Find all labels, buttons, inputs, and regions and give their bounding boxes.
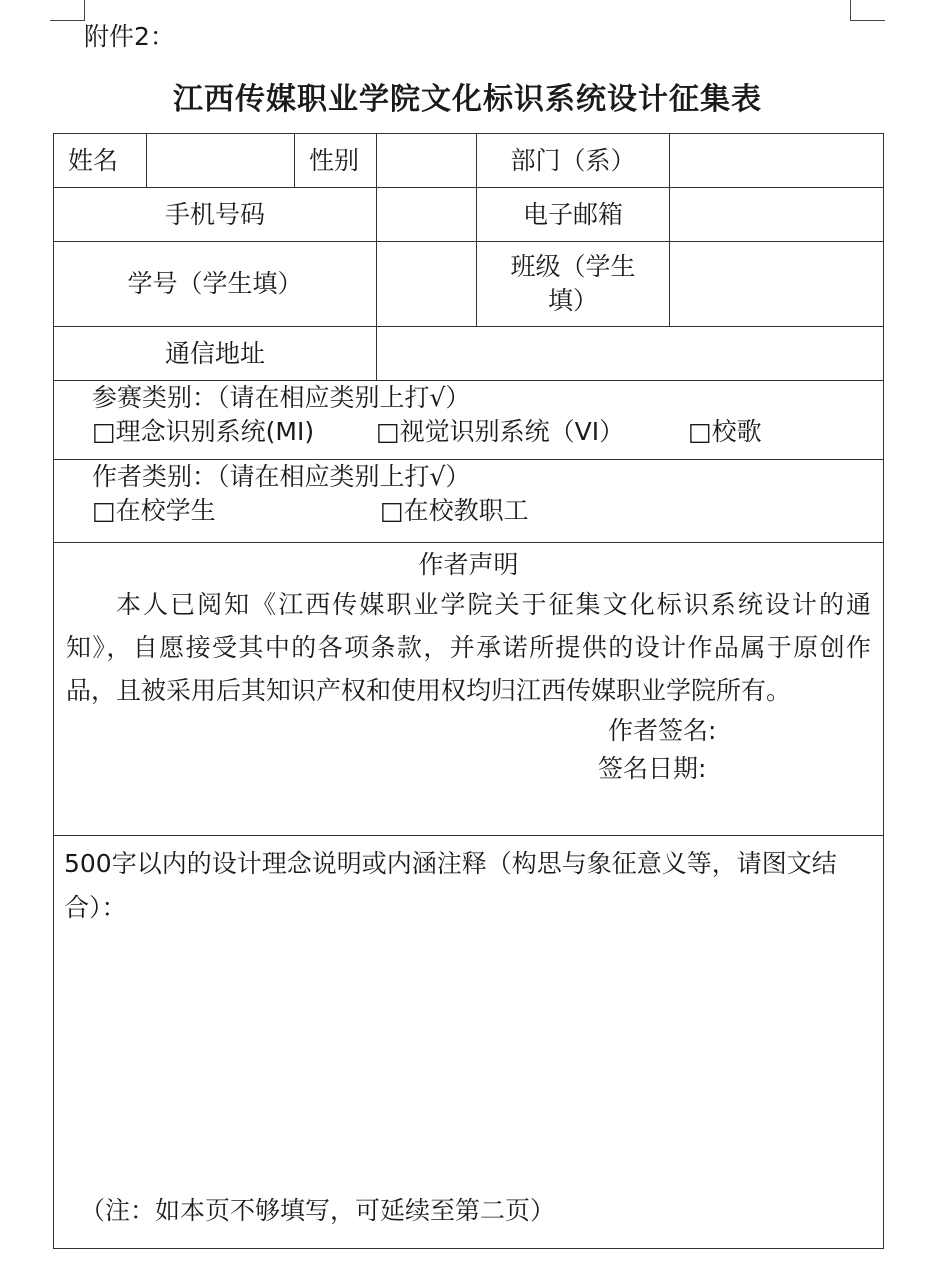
concept-block[interactable]: [54, 836, 884, 1249]
name-label: 姓名: [54, 134, 147, 188]
signature-label: 作者签名:: [608, 716, 717, 745]
gender-field[interactable]: [377, 134, 477, 188]
declaration-title: 作者声明: [418, 550, 519, 579]
department-label: 部门（系）: [477, 134, 670, 188]
form-row-declaration: [54, 543, 884, 836]
crop-mark-top-left: [50, 0, 85, 21]
category-heading: 参赛类别：（请在相应类别上打√）: [92, 383, 471, 412]
category-option-vi[interactable]: □视觉识别系统（VI）: [376, 417, 625, 446]
class-label: [477, 242, 670, 327]
continuation-note: （注：如本页不够填写，可延续至第二页）: [80, 1196, 556, 1225]
name-field[interactable]: [147, 134, 295, 188]
address-label: 通信地址: [54, 327, 377, 381]
phone-label: 手机号码: [54, 188, 377, 242]
form-row-category: [54, 381, 884, 460]
form-row-student: [54, 242, 884, 327]
declaration-block: [54, 543, 884, 836]
class-field[interactable]: [670, 242, 884, 327]
student-id-label: 学号（学生填）: [54, 242, 377, 327]
form-row-contact: [54, 188, 884, 242]
form-row-address: [54, 327, 884, 381]
gender-label: 性别: [295, 134, 377, 188]
address-field[interactable]: [377, 327, 884, 381]
form-row-basic-info: [54, 134, 884, 188]
phone-field[interactable]: [377, 188, 477, 242]
category-option-mi[interactable]: □理念识别系统(MI): [92, 417, 315, 446]
crop-mark-top-right: [850, 0, 885, 21]
author-type-option-student[interactable]: □在校学生: [92, 496, 216, 525]
application-form: [53, 133, 884, 1249]
author-type-option-staff[interactable]: □在校教职工: [380, 496, 529, 525]
class-label-line1: 班级（学生: [510, 252, 636, 281]
email-label: 电子邮箱: [477, 188, 670, 242]
department-field[interactable]: [670, 134, 884, 188]
signature-date-label: 签名日期:: [598, 754, 707, 783]
class-label-line2: 填）: [547, 286, 598, 315]
attachment-label: 附件2：: [84, 22, 175, 51]
page-title: 江西传媒职业学院文化标识系统设计征集表: [173, 82, 762, 117]
author-type-block: [54, 460, 884, 543]
form-row-concept: [54, 836, 884, 1249]
author-type-heading: 作者类别：（请在相应类别上打√）: [92, 462, 471, 491]
category-block: [54, 381, 884, 460]
student-id-field[interactable]: [377, 242, 477, 327]
declaration-body: 本人已阅知《江西传媒职业学院关于征集文化标识系统设计的通知》，自愿接受其中的各项条款，并承诺所提供的设计作品属于原创作品，且被采用后其知识产权和使用权均归江西传媒职业学院所有。: [66, 590, 871, 705]
concept-prompt: 500字以内的设计理念说明或内涵注释（构思与象征意义等，请图文结合）：: [64, 849, 837, 922]
form-row-author-type: [54, 460, 884, 543]
category-option-song[interactable]: □校歌: [688, 417, 762, 446]
email-field[interactable]: [670, 188, 884, 242]
